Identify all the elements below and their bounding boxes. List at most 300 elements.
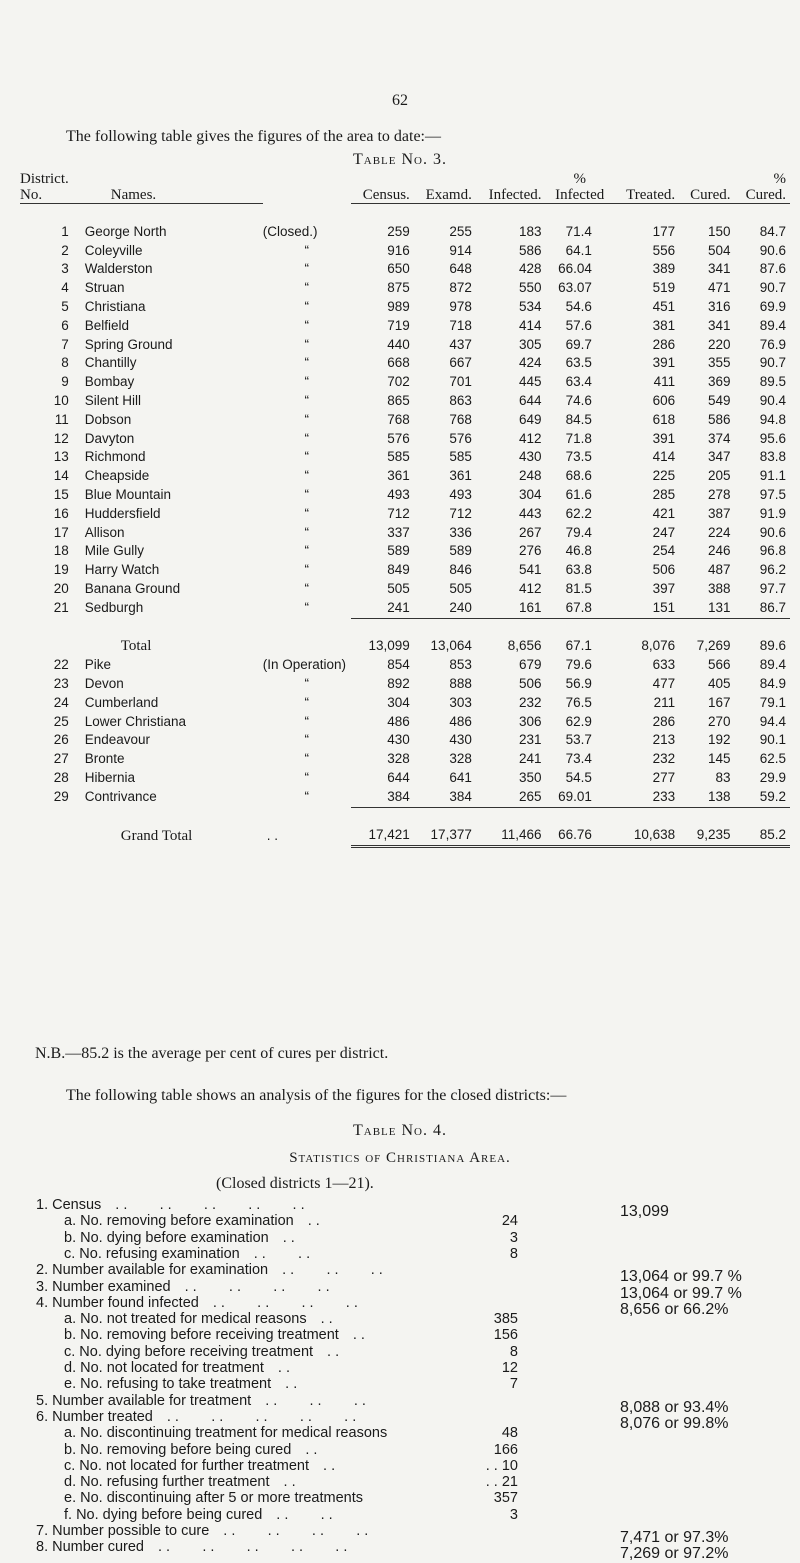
table4-sub-value: 48 bbox=[501, 1425, 518, 1442]
header-examd: Examd. bbox=[425, 187, 472, 203]
table4-label: c. No. not located for further treatment bbox=[64, 1457, 310, 1474]
district-name: Banana Ground bbox=[84, 580, 181, 596]
table4-label: b. No. removing before being cured bbox=[64, 1441, 292, 1458]
treated-cell: 232 bbox=[652, 751, 676, 767]
examd-cell: 701 bbox=[449, 374, 472, 390]
table3-title: Table No. 3. bbox=[353, 151, 447, 168]
district-name: Pike bbox=[84, 657, 112, 673]
table-row bbox=[20, 279, 790, 298]
district-status: “ bbox=[304, 580, 309, 596]
district-name: Mile Gully bbox=[84, 543, 145, 559]
pct-infected-cell: 73.5 bbox=[565, 449, 592, 465]
pct-infected-cell: 84.5 bbox=[565, 411, 592, 427]
district-name: Devon bbox=[84, 675, 124, 691]
grand-total-examd: 17,377 bbox=[414, 826, 476, 846]
census-cell: 854 bbox=[387, 657, 410, 673]
table4-label: 7. Number possible to cure bbox=[36, 1523, 210, 1539]
cured-cell: 138 bbox=[708, 788, 731, 804]
cured-cell: 150 bbox=[708, 223, 731, 239]
district-status: “ bbox=[304, 599, 309, 615]
cured-cell: 270 bbox=[708, 713, 731, 729]
table4-label: 5. Number available for treatment bbox=[36, 1392, 252, 1409]
rule bbox=[476, 807, 546, 826]
table4-label: b. No. removing before receiving treatment bbox=[64, 1327, 339, 1344]
census-cell: 712 bbox=[387, 505, 410, 521]
table4-leader-dots: . . bbox=[307, 1213, 320, 1230]
grand-total-pct-cured: 85.2 bbox=[735, 826, 790, 846]
district-status: “ bbox=[304, 449, 309, 465]
table-row bbox=[20, 392, 790, 411]
table4-label: 8. Number cured bbox=[36, 1539, 144, 1556]
table3-grand-total-section bbox=[20, 807, 790, 847]
table4-leader-dots: . . bbox=[327, 1343, 340, 1360]
treated-cell: 519 bbox=[652, 280, 676, 296]
total-treated: 8,076 bbox=[641, 638, 676, 654]
table-3 bbox=[20, 171, 790, 848]
pct-cured-cell: 76.9 bbox=[759, 336, 786, 352]
table-row bbox=[20, 675, 790, 694]
cured-cell: 83 bbox=[715, 769, 731, 785]
pct-infected-cell: 73.4 bbox=[565, 751, 592, 767]
header-census: Census. bbox=[362, 187, 410, 203]
table4-leader-dots: . . . . . . . . . . bbox=[158, 1539, 348, 1556]
rule bbox=[414, 204, 476, 223]
rule bbox=[546, 807, 614, 826]
census-cell: 702 bbox=[387, 374, 410, 390]
blank bbox=[20, 826, 81, 846]
table4-leader-dots: . . . . . . . . bbox=[212, 1294, 358, 1311]
district-name: Silent Hill bbox=[84, 392, 142, 408]
infected-cell: 412 bbox=[518, 580, 542, 596]
district-no: 17 bbox=[53, 524, 69, 540]
table4-line bbox=[64, 1376, 297, 1392]
table3-rows-operation bbox=[20, 656, 790, 807]
table4-line bbox=[64, 1230, 295, 1246]
infected-cell: 305 bbox=[518, 336, 542, 352]
treated-cell: 397 bbox=[652, 580, 676, 596]
header-note-blank bbox=[263, 171, 351, 204]
infected-cell: 424 bbox=[518, 355, 542, 371]
rule bbox=[20, 204, 81, 223]
district-status: “ bbox=[304, 298, 309, 314]
intro-text-2: The following table shows an analysis of the figures for the closed districts:— bbox=[66, 1087, 567, 1104]
table4-leader-dots: . . . . . . . . . . bbox=[115, 1197, 305, 1213]
treated-cell: 606 bbox=[652, 392, 676, 408]
district-no: 11 bbox=[54, 411, 69, 427]
table3-rows-closed bbox=[20, 223, 790, 618]
district-no: 27 bbox=[53, 751, 69, 767]
infected-cell: 306 bbox=[518, 713, 542, 729]
table-row bbox=[20, 317, 790, 336]
table4-leader-dots: . . bbox=[285, 1376, 298, 1393]
header-pct-cured: % Cured. bbox=[745, 171, 786, 203]
cured-cell: 504 bbox=[708, 242, 731, 258]
table4-total-value: 8,656 or 66.2% bbox=[620, 1300, 729, 1318]
census-cell: 337 bbox=[387, 524, 410, 540]
district-no: 29 bbox=[53, 788, 69, 804]
treated-cell: 414 bbox=[652, 449, 676, 465]
infected-cell: 232 bbox=[518, 694, 542, 710]
pct-cured-cell: 97.5 bbox=[759, 486, 786, 502]
pct-infected-cell: 63.8 bbox=[565, 562, 592, 578]
treated-cell: 211 bbox=[653, 694, 676, 710]
census-cell: 989 bbox=[387, 298, 410, 314]
examd-cell: 240 bbox=[449, 599, 472, 615]
infected-cell: 550 bbox=[518, 280, 542, 296]
treated-cell: 225 bbox=[652, 468, 676, 484]
district-no: 8 bbox=[61, 355, 69, 371]
census-cell: 430 bbox=[387, 732, 410, 748]
cured-cell: 145 bbox=[708, 751, 731, 767]
rule bbox=[476, 204, 546, 223]
table4-leader-dots: . . . . bbox=[276, 1506, 333, 1523]
infected-cell: 276 bbox=[518, 543, 542, 559]
pct-infected-cell: 64.1 bbox=[565, 242, 592, 258]
table-row bbox=[20, 448, 790, 467]
header-treated: Treated. bbox=[626, 187, 676, 203]
table4-total-value: 13,064 or 99.7 % bbox=[620, 1268, 742, 1286]
infected-cell: 445 bbox=[518, 374, 542, 390]
total-label: Total bbox=[120, 638, 152, 655]
district-name: Huddersfield bbox=[84, 505, 161, 521]
table4-label: e. No. discontinuing after 5 or more treatments bbox=[64, 1490, 364, 1507]
pct-cured-cell: 62.5 bbox=[759, 751, 786, 767]
treated-cell: 556 bbox=[652, 242, 676, 258]
total-census: 13,099 bbox=[368, 638, 410, 654]
infected-cell: 443 bbox=[518, 505, 542, 521]
census-cell: 241 bbox=[387, 599, 410, 615]
treated-cell: 254 bbox=[652, 543, 676, 559]
district-name: George North bbox=[84, 223, 167, 239]
cured-cell: 220 bbox=[708, 336, 731, 352]
census-cell: 384 bbox=[387, 788, 410, 804]
treated-cell: 618 bbox=[652, 411, 676, 427]
infected-cell: 231 bbox=[518, 732, 542, 748]
district-status: “ bbox=[304, 675, 309, 691]
district-no: 22 bbox=[53, 657, 69, 673]
district-status: “ bbox=[304, 355, 309, 371]
table4-sub-value: 385 bbox=[493, 1311, 518, 1328]
infected-cell: 265 bbox=[518, 788, 542, 804]
district-name: Harry Watch bbox=[84, 562, 160, 578]
census-cell: 361 bbox=[387, 468, 410, 484]
district-status: “ bbox=[304, 562, 309, 578]
table-row bbox=[20, 411, 790, 430]
pct-infected-cell: 67.8 bbox=[565, 599, 592, 615]
district-status: “ bbox=[304, 732, 309, 748]
grand-total-cured: 9,235 bbox=[679, 826, 734, 846]
table4-line bbox=[36, 1197, 305, 1213]
cured-cell: 405 bbox=[708, 675, 731, 691]
table-row bbox=[20, 599, 790, 618]
table4-sub-value: 156 bbox=[493, 1327, 518, 1344]
rule bbox=[351, 807, 414, 826]
table4-leader-dots: . . . . . . . . . . bbox=[166, 1408, 357, 1425]
cured-cell: 341 bbox=[708, 317, 731, 333]
district-name: Lower Christiana bbox=[84, 713, 187, 729]
treated-cell: 285 bbox=[652, 486, 676, 502]
table4-line bbox=[64, 1442, 317, 1458]
infected-cell: 412 bbox=[518, 430, 542, 446]
grand-total-treated: 10,638 bbox=[614, 826, 679, 846]
district-name: Bombay bbox=[84, 374, 135, 390]
district-no: 5 bbox=[61, 298, 69, 314]
rule bbox=[81, 204, 263, 223]
table4-line bbox=[36, 1523, 368, 1539]
table4-total-value: 13,099 bbox=[620, 1203, 669, 1220]
district-name: Belfield bbox=[84, 317, 130, 333]
header-pct-infected: % Infected bbox=[555, 171, 605, 203]
rule bbox=[679, 618, 734, 637]
table4-leader-dots: . . bbox=[283, 1474, 296, 1491]
table4-sub-value: 8 bbox=[509, 1245, 518, 1262]
table4-line bbox=[64, 1344, 339, 1360]
census-cell: 719 bbox=[387, 317, 410, 333]
district-name: Struan bbox=[84, 280, 125, 296]
district-no: 24 bbox=[53, 694, 69, 710]
cured-cell: 374 bbox=[708, 430, 731, 446]
district-status: “ bbox=[304, 280, 309, 296]
examd-cell: 437 bbox=[449, 336, 472, 352]
district-name: Hibernia bbox=[84, 769, 136, 785]
table4-label: a. No. removing before examination bbox=[64, 1213, 294, 1230]
pct-cured-cell: 91.1 bbox=[759, 468, 786, 484]
table4-total-value: 8,076 or 99.8% bbox=[620, 1414, 729, 1432]
pct-cured-cell: 79.1 bbox=[759, 694, 786, 710]
infected-cell: 534 bbox=[518, 298, 542, 314]
cured-cell: 566 bbox=[708, 657, 731, 673]
district-status: (Closed.) bbox=[262, 223, 318, 239]
pct-infected-cell: 63.4 bbox=[565, 374, 592, 390]
table4-sub-value: 12 bbox=[501, 1360, 518, 1376]
district-status: “ bbox=[304, 430, 309, 446]
pct-cured-cell: 97.7 bbox=[759, 580, 786, 596]
pct-cured-cell: 84.9 bbox=[759, 675, 786, 691]
header-cured: Cured. bbox=[690, 187, 731, 203]
examd-cell: 361 bbox=[449, 468, 472, 484]
table4-sub-value: . . 10 bbox=[485, 1457, 518, 1474]
pct-infected-cell: 79.4 bbox=[565, 524, 592, 540]
pct-cured-cell: 90.7 bbox=[759, 355, 786, 371]
pct-infected-cell: 69.01 bbox=[558, 788, 592, 804]
pct-infected-cell: 69.7 bbox=[565, 336, 592, 352]
pct-infected-cell: 79.6 bbox=[565, 657, 592, 673]
district-status: “ bbox=[304, 751, 309, 767]
table4-label: b. No. dying before examination bbox=[64, 1229, 269, 1246]
pct-infected-cell: 53.7 bbox=[565, 732, 592, 748]
header-infected: Infected. bbox=[488, 187, 542, 203]
pct-infected-cell: 81.5 bbox=[565, 580, 592, 596]
pct-infected-cell: 76.5 bbox=[565, 694, 592, 710]
total-row bbox=[20, 637, 790, 656]
district-name: Sedburgh bbox=[84, 599, 144, 615]
table-row bbox=[20, 373, 790, 392]
table4-label: a. No. discontinuing treatment for medical reasons bbox=[64, 1425, 388, 1442]
table4-total-value: 8,088 or 93.4% bbox=[620, 1398, 729, 1416]
cured-cell: 369 bbox=[708, 374, 731, 390]
table-row bbox=[20, 336, 790, 355]
district-name: Christiana bbox=[84, 298, 146, 314]
pct-infected-cell: 68.6 bbox=[565, 468, 592, 484]
examd-cell: 667 bbox=[449, 355, 472, 371]
infected-cell: 161 bbox=[518, 599, 542, 615]
district-no: 15 bbox=[53, 486, 69, 502]
census-cell: 668 bbox=[387, 355, 410, 371]
district-no: 18 bbox=[53, 543, 69, 559]
examd-cell: 328 bbox=[449, 751, 472, 767]
district-no: 4 bbox=[61, 280, 69, 296]
district-name: Blue Mountain bbox=[84, 486, 172, 502]
rule bbox=[679, 807, 734, 826]
examd-cell: 872 bbox=[449, 280, 472, 296]
treated-cell: 411 bbox=[653, 374, 676, 390]
table-row bbox=[20, 430, 790, 449]
blank bbox=[81, 618, 263, 637]
district-status: “ bbox=[304, 317, 309, 333]
pct-cured-cell: 59.2 bbox=[759, 788, 786, 804]
pct-infected-cell: 62.9 bbox=[565, 713, 592, 729]
rule bbox=[351, 204, 414, 223]
rule bbox=[735, 807, 790, 826]
examd-cell: 768 bbox=[449, 411, 472, 427]
table4-label: 4. Number found infected bbox=[36, 1294, 199, 1311]
district-name: Coleyville bbox=[84, 242, 143, 258]
treated-cell: 233 bbox=[652, 788, 676, 804]
table4-sub-value: 24 bbox=[501, 1213, 518, 1230]
district-status: “ bbox=[304, 336, 309, 352]
rule bbox=[735, 618, 790, 637]
district-no: 26 bbox=[53, 732, 69, 748]
district-status: “ bbox=[304, 468, 309, 484]
table4-total-value: 7,269 or 97.2% bbox=[620, 1545, 729, 1563]
blank bbox=[81, 807, 263, 826]
table4-sub-value: 357 bbox=[493, 1490, 518, 1507]
total-cured: 7,269 bbox=[696, 638, 731, 654]
infected-cell: 241 bbox=[518, 751, 542, 767]
rule bbox=[414, 618, 476, 637]
treated-cell: 286 bbox=[652, 713, 676, 729]
table4-subtitle: Statistics of Christiana Area. bbox=[289, 1150, 511, 1166]
district-status: “ bbox=[304, 694, 309, 710]
census-cell: 650 bbox=[387, 261, 410, 277]
cured-cell: 355 bbox=[708, 355, 731, 371]
examd-cell: 384 bbox=[449, 788, 472, 804]
census-cell: 440 bbox=[387, 336, 410, 352]
district-name: Bronte bbox=[84, 751, 125, 767]
rule bbox=[614, 204, 679, 223]
census-cell: 585 bbox=[387, 449, 410, 465]
infected-cell: 350 bbox=[518, 769, 542, 785]
district-status: “ bbox=[304, 392, 309, 408]
census-cell: 849 bbox=[387, 562, 410, 578]
district-no: 25 bbox=[53, 713, 69, 729]
treated-cell: 213 bbox=[652, 732, 676, 748]
table4-sub-value: 3 bbox=[509, 1506, 518, 1523]
table4-label: d. No. not located for treatment bbox=[64, 1360, 264, 1376]
pct-infected-cell: 61.6 bbox=[565, 486, 592, 502]
census-cell: 916 bbox=[387, 242, 410, 258]
district-no: 23 bbox=[53, 675, 69, 691]
table4-label: e. No. refusing to take treatment bbox=[64, 1376, 272, 1393]
district-name: Davyton bbox=[84, 430, 135, 446]
infected-cell: 679 bbox=[518, 657, 542, 673]
census-cell: 865 bbox=[387, 392, 410, 408]
table-row bbox=[20, 788, 790, 807]
table4-line bbox=[64, 1327, 365, 1343]
infected-cell: 248 bbox=[518, 468, 542, 484]
cured-cell: 549 bbox=[708, 392, 731, 408]
table4-line bbox=[36, 1393, 366, 1409]
table-row bbox=[20, 656, 790, 675]
examd-cell: 589 bbox=[449, 543, 472, 559]
treated-cell: 421 bbox=[652, 505, 676, 521]
examd-cell: 641 bbox=[449, 769, 472, 785]
census-cell: 328 bbox=[387, 751, 410, 767]
total-infected: 8,656 bbox=[507, 638, 542, 654]
treated-cell: 247 bbox=[652, 524, 676, 540]
pct-infected-cell: 71.8 bbox=[565, 430, 592, 446]
district-no: 9 bbox=[61, 374, 69, 390]
pct-cured-cell: 90.1 bbox=[759, 732, 786, 748]
census-cell: 875 bbox=[387, 280, 410, 296]
blank bbox=[263, 807, 351, 826]
cured-cell: 167 bbox=[708, 694, 731, 710]
treated-cell: 277 bbox=[652, 769, 676, 785]
table-row bbox=[20, 223, 790, 242]
pct-cured-cell: 96.2 bbox=[759, 562, 786, 578]
rule bbox=[679, 204, 734, 223]
table4-total-value: 7,471 or 97.3% bbox=[620, 1529, 729, 1546]
infected-cell: 428 bbox=[518, 261, 542, 277]
district-no: 7 bbox=[61, 336, 69, 352]
examd-cell: 853 bbox=[449, 657, 472, 673]
district-status: “ bbox=[304, 524, 309, 540]
cured-cell: 192 bbox=[708, 732, 731, 748]
district-status: “ bbox=[304, 505, 309, 521]
pct-infected-cell: 54.5 bbox=[565, 769, 592, 785]
cured-cell: 316 bbox=[708, 298, 731, 314]
table4-line bbox=[64, 1213, 320, 1229]
table4-line bbox=[64, 1490, 363, 1506]
district-no: 21 bbox=[53, 599, 69, 615]
infected-cell: 267 bbox=[518, 524, 542, 540]
table-row bbox=[20, 242, 790, 261]
table-row bbox=[20, 580, 790, 599]
blank bbox=[20, 807, 81, 826]
infected-cell: 541 bbox=[518, 562, 542, 578]
district-no: 1 bbox=[61, 223, 69, 239]
district-no: 10 bbox=[53, 392, 69, 408]
infected-cell: 649 bbox=[518, 411, 542, 427]
district-name: Spring Ground bbox=[84, 336, 173, 352]
pct-infected-cell: 66.04 bbox=[558, 261, 592, 277]
district-name: Dobson bbox=[84, 411, 132, 427]
pct-cured-cell: 89.4 bbox=[759, 657, 786, 673]
pct-infected-cell: 57.6 bbox=[565, 317, 592, 333]
pct-infected-cell: 62.2 bbox=[565, 505, 592, 521]
table4-label: 2. Number available for examination bbox=[36, 1262, 269, 1279]
district-status: “ bbox=[304, 374, 309, 390]
census-cell: 493 bbox=[387, 486, 410, 502]
blank bbox=[20, 637, 81, 656]
census-cell: 589 bbox=[387, 543, 410, 559]
cured-cell: 487 bbox=[708, 562, 731, 578]
pct-cured-cell: 29.9 bbox=[759, 769, 786, 785]
rule bbox=[614, 618, 679, 637]
cured-cell: 347 bbox=[708, 449, 731, 465]
total-pct-cured: 89.6 bbox=[759, 638, 786, 654]
cured-cell: 205 bbox=[708, 468, 731, 484]
